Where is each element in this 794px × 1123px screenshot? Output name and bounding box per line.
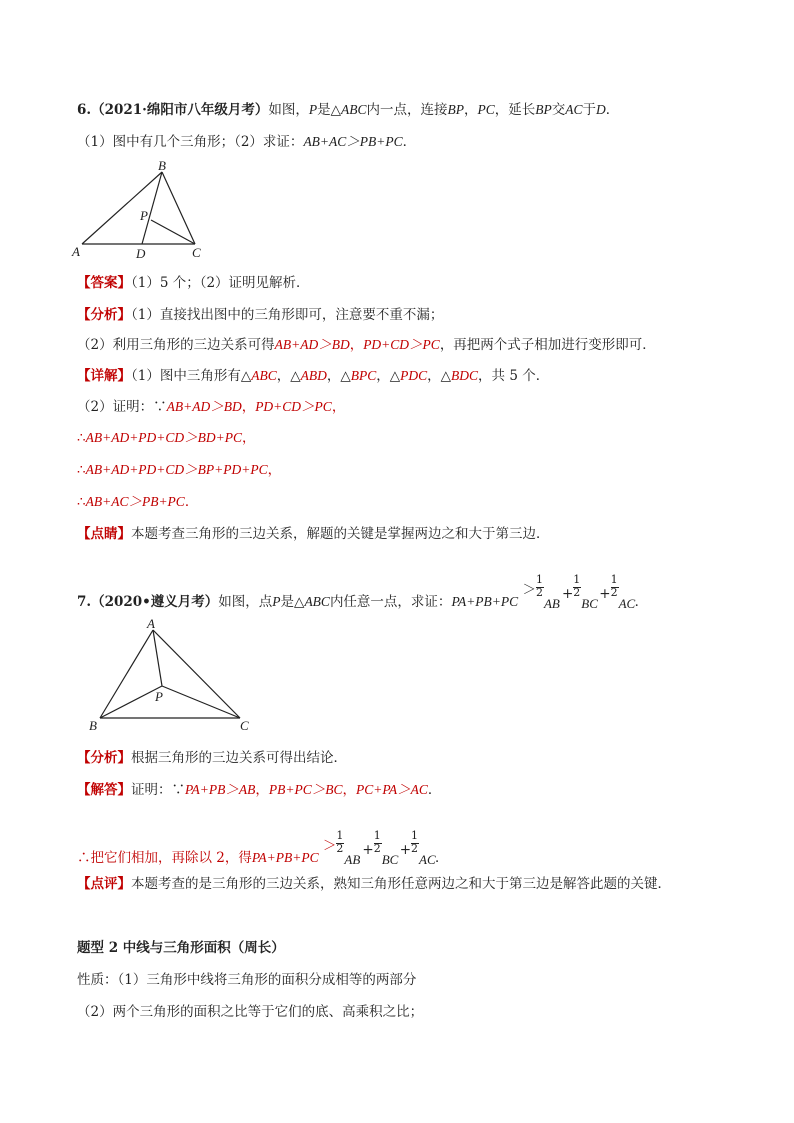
q6-subquestions bbox=[77, 132, 416, 152]
fig6-label-a: A bbox=[72, 244, 80, 259]
segment-ab: AB bbox=[344, 852, 361, 867]
analysis-text: （1）直接找出图中的三角形即可，注意要不重不漏； bbox=[131, 307, 444, 323]
fraction-half-ab bbox=[535, 573, 560, 611]
answer-text: （1）5 个；（2）证明见解析． bbox=[131, 275, 310, 291]
detail-triangle: BPC bbox=[350, 368, 377, 383]
segment-bc: BC bbox=[381, 852, 399, 867]
proof-expr: AB+AD+PD+CD＞BD+PC bbox=[85, 430, 243, 445]
q7-analysis bbox=[77, 748, 347, 768]
q6-stem bbox=[77, 100, 619, 120]
detail-text: （1）图中三角形有△ bbox=[131, 368, 252, 384]
q7-solve bbox=[77, 780, 441, 800]
fig6-label-p: P bbox=[140, 208, 148, 223]
punct: ， bbox=[255, 782, 269, 798]
proof-expr: AB+AD+PD+CD＞BP+PD+PC bbox=[85, 462, 268, 477]
detail-tag: 【详解】 bbox=[77, 368, 131, 384]
solve-expr: PC+PA＞AC bbox=[355, 782, 428, 797]
detail-triangle: ABC bbox=[251, 368, 277, 383]
fraction-denominator: 2 bbox=[373, 842, 381, 855]
gt-symbol: ＞ bbox=[522, 582, 536, 598]
q7-stem-text: 是△ bbox=[280, 594, 305, 610]
conclusion-text: ∴把它们相加，再除以 2，得 bbox=[77, 850, 252, 866]
point-text: 本题考查三角形的三边关系，解题的关键是掌握两边之和大于第三边． bbox=[131, 526, 550, 542]
detail-text: ，△ bbox=[376, 368, 401, 384]
fig7-label-c: C bbox=[240, 718, 249, 733]
q7-review bbox=[77, 874, 671, 894]
detail-text: ，△ bbox=[276, 368, 301, 384]
fig7-label-a: A bbox=[147, 616, 155, 631]
q6-stem-text: 内一点，连接 bbox=[366, 102, 448, 118]
q6-figure bbox=[68, 160, 228, 260]
fraction-numerator: 1 bbox=[535, 573, 543, 586]
fraction-denominator: 2 bbox=[535, 586, 543, 599]
solve-expr: PB+PC＞BC bbox=[268, 782, 343, 797]
gt-symbol: ＞ bbox=[322, 838, 337, 854]
detail-text: ，△ bbox=[427, 368, 452, 384]
fig6-label-c: C bbox=[192, 245, 201, 260]
analysis-tag: 【分析】 bbox=[77, 307, 131, 323]
q6-number: 6. bbox=[77, 102, 92, 118]
fraction-half-ac bbox=[610, 573, 636, 611]
q7-stem-text: 如图，点 bbox=[218, 594, 273, 610]
punct: ， bbox=[349, 337, 364, 353]
fraction-numerator: 1 bbox=[573, 573, 581, 586]
fraction-half-ab bbox=[336, 829, 361, 867]
analysis-text: 根据三角形的三边关系可得出结论． bbox=[131, 750, 347, 766]
type2-title: 题型 2 中线与三角形面积（周长） bbox=[77, 940, 285, 956]
proof-text: （2）证明：∵ bbox=[77, 399, 167, 415]
fraction-half-bc bbox=[373, 829, 399, 867]
q7-source: （2020•遵义月考） bbox=[91, 594, 219, 610]
var-p: P bbox=[308, 102, 318, 117]
q7-stem bbox=[77, 573, 649, 612]
detail-triangle: PDC bbox=[400, 368, 428, 383]
detail-triangle: BDC bbox=[451, 368, 479, 383]
plus-symbol: + bbox=[362, 842, 374, 858]
var-bp: BP bbox=[447, 102, 465, 117]
q6-analysis-2 bbox=[77, 335, 656, 355]
q6-point bbox=[77, 524, 550, 544]
fig6-label-b: B bbox=[158, 160, 166, 173]
punct: ， bbox=[342, 782, 356, 798]
segment-ac: AC bbox=[419, 852, 436, 867]
analysis-text: （2）利用三角形的三边关系可得 bbox=[77, 337, 275, 353]
punct: ， bbox=[464, 102, 478, 118]
analysis-text: ，再把两个式子相加进行变形即可． bbox=[439, 337, 656, 353]
fraction-half-bc bbox=[573, 573, 598, 611]
punct: ． bbox=[184, 494, 199, 510]
fig7-label-b: B bbox=[89, 718, 97, 733]
punct: ． bbox=[605, 102, 620, 118]
punct: ． bbox=[634, 594, 649, 610]
var-abc: ABC bbox=[341, 102, 367, 117]
q6-stem-text: 如图， bbox=[268, 102, 309, 118]
q7-number: 7. bbox=[77, 594, 92, 610]
segment-ab: AB bbox=[543, 596, 560, 611]
solve-text: 证明：∵ bbox=[131, 782, 185, 798]
q6-step-3 bbox=[77, 492, 198, 512]
conclusion-lhs: PA+PB+PC bbox=[251, 850, 319, 865]
proof-expr: PD+CD＞PC bbox=[255, 399, 332, 414]
fraction-denominator: 2 bbox=[336, 842, 344, 855]
detail-triangle: ABD bbox=[300, 368, 327, 383]
var-bp: BP bbox=[535, 102, 552, 117]
analysis-tag: 【分析】 bbox=[77, 750, 131, 766]
plus-symbol: + bbox=[561, 586, 574, 602]
point-tag: 【点睛】 bbox=[77, 526, 131, 542]
var-d: D bbox=[596, 102, 606, 117]
review-tag: 【点评】 bbox=[77, 876, 131, 892]
punct: ， bbox=[241, 399, 256, 415]
detail-text: ，△ bbox=[326, 368, 351, 384]
q6-analysis-1 bbox=[77, 305, 443, 325]
var-ac: AC bbox=[565, 102, 583, 117]
fraction-denominator: 2 bbox=[573, 586, 581, 599]
plus-symbol: + bbox=[399, 842, 412, 858]
detail-text: ，共 5 个． bbox=[478, 368, 550, 384]
punct: ， bbox=[331, 399, 346, 415]
q7-figure bbox=[84, 616, 264, 736]
q6-stem-text: 交 bbox=[551, 102, 566, 118]
segment-bc: BC bbox=[581, 596, 598, 611]
q6-stem-text: 是 bbox=[317, 102, 331, 118]
fraction-numerator: 1 bbox=[411, 829, 419, 842]
fig6-label-d: D bbox=[136, 246, 146, 260]
analysis-expr: AB+AD＞BD bbox=[274, 337, 350, 352]
q6-step-2 bbox=[77, 460, 281, 480]
punct: ， bbox=[267, 462, 282, 478]
review-text: 本题考查的是三角形的三边关系，熟知三角形任意两边之和大于第三边是解答此题的关键． bbox=[131, 876, 671, 892]
var-p: P bbox=[272, 594, 281, 609]
therefore-symbol: ∴ bbox=[77, 494, 86, 510]
fraction-numerator: 1 bbox=[610, 573, 618, 586]
q6-source: （2021·绵阳市八年级月考） bbox=[91, 102, 269, 118]
punct: ． bbox=[435, 850, 449, 866]
answer-tag: 【答案】 bbox=[77, 275, 131, 291]
plus-symbol: + bbox=[599, 586, 611, 602]
therefore-symbol: ∴ bbox=[77, 462, 86, 478]
segment-ac: AC bbox=[618, 596, 636, 611]
type2-property-1: 性质：（1）三角形中线将三角形的面积分成相等的两部分 bbox=[77, 972, 417, 988]
var-pc: PC bbox=[477, 102, 495, 117]
fraction-numerator: 1 bbox=[373, 829, 381, 842]
q6-sub-text: （1）图中有几个三角形；（2）求证： bbox=[77, 134, 304, 150]
solve-tag: 【解答】 bbox=[77, 782, 131, 798]
punct: ， bbox=[242, 430, 256, 446]
solve-expr: PA+PB＞AB bbox=[185, 782, 256, 797]
therefore-symbol: ∴ bbox=[77, 430, 86, 446]
proof-expr: AB+AC＞PB+PC bbox=[85, 494, 185, 509]
q6-step-1 bbox=[77, 428, 256, 448]
q6-sub-expr: AB+AC＞PB+PC bbox=[303, 134, 403, 149]
q6-answer bbox=[77, 273, 310, 293]
q6-stem-text: ，延长 bbox=[494, 102, 536, 118]
q7-stem-text: 内任意一点，求证： bbox=[329, 594, 452, 610]
q6-proof bbox=[77, 397, 345, 417]
type2-property-2: （2）两个三角形的面积之比等于它们的底、高乘积之比； bbox=[77, 1004, 424, 1020]
proof-expr: AB+AD＞BD bbox=[166, 399, 242, 414]
triangle-symbol: △ bbox=[330, 102, 342, 118]
fig7-label-p: P bbox=[155, 689, 163, 704]
q7-lhs: PA+PB+PC bbox=[451, 594, 519, 609]
q7-conclusion bbox=[77, 829, 449, 868]
punct: ． bbox=[402, 134, 417, 150]
fraction-denominator: 2 bbox=[610, 586, 618, 599]
analysis-expr: PD+CD＞PC bbox=[363, 337, 440, 352]
var-abc: ABC bbox=[304, 594, 330, 609]
q6-stem-text: 于 bbox=[582, 102, 597, 118]
q6-detail-1 bbox=[77, 366, 549, 386]
fraction-denominator: 2 bbox=[411, 842, 419, 855]
fraction-half-ac bbox=[411, 829, 436, 867]
fraction-numerator: 1 bbox=[336, 829, 344, 842]
punct: ． bbox=[427, 782, 442, 798]
